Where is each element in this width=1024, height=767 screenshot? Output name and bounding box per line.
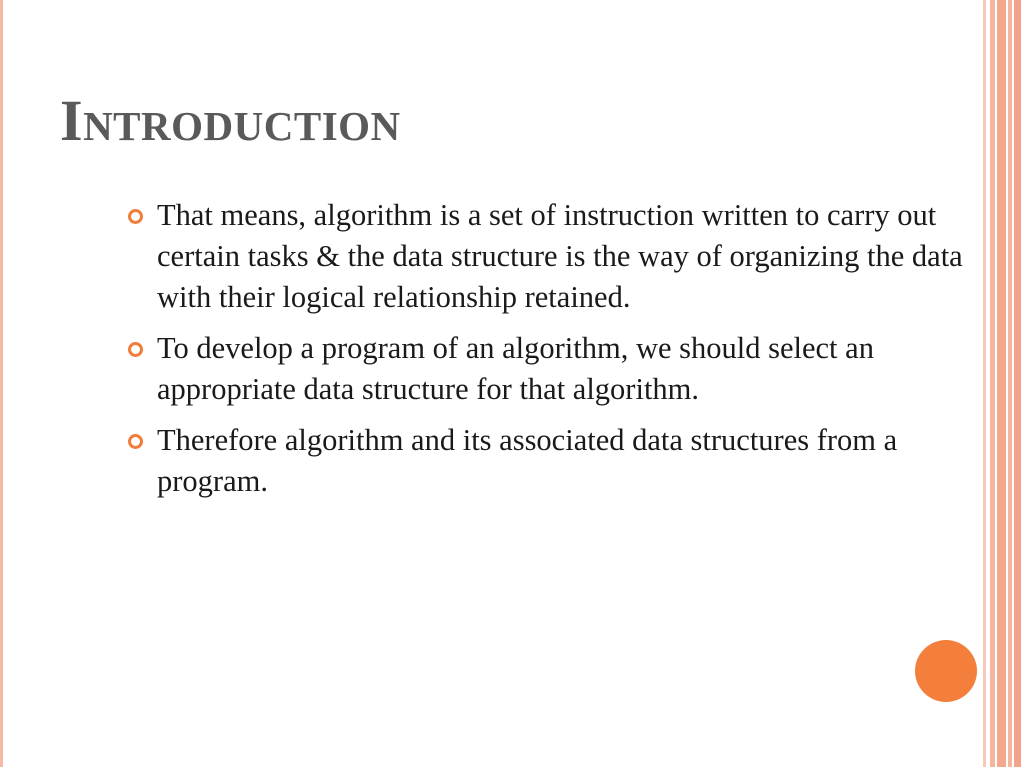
circle-bullet-icon — [128, 209, 143, 224]
bullet-item — [126, 328, 996, 410]
right-stripe-4 — [1008, 0, 1012, 767]
bullet-item — [126, 195, 996, 318]
bullet-text: Therefore algorithm and its associated data structures from a program. — [157, 423, 898, 498]
bullet-text: To develop a program of an algorithm, we should select an appropriate data structure for that algorithm. — [157, 331, 874, 406]
right-stripe-3 — [997, 0, 1006, 767]
circle-bullet-icon — [128, 342, 143, 357]
orange-circle-icon — [915, 640, 977, 702]
left-border-stripe — [0, 0, 3, 767]
bullet-list — [126, 195, 996, 512]
right-stripe-5 — [1014, 0, 1021, 767]
circle-bullet-icon — [128, 434, 143, 449]
bullet-item — [126, 420, 996, 502]
slide-title: Introduction — [60, 88, 401, 153]
bullet-text: That means, algorithm is a set of instruction written to carry out certain tasks & the data structure is the way of organizing the data with their logical relationship retained. — [157, 198, 963, 314]
